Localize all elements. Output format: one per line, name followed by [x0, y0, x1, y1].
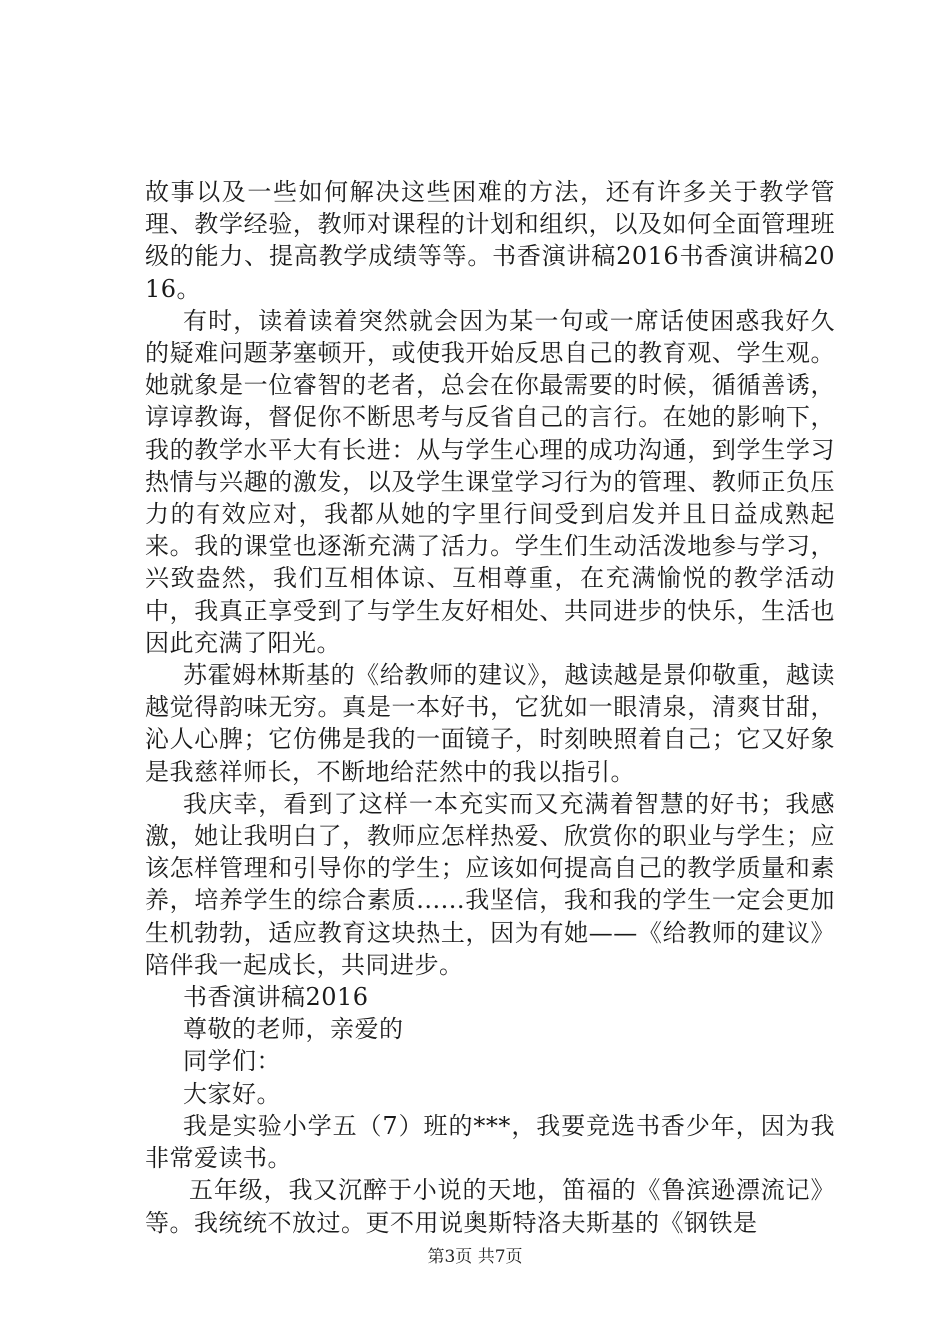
- paragraph-intro: 我是实验小学五（7）班的***，我要竞选书香少年，因为我非常爱读书。: [145, 1111, 835, 1173]
- paragraph-reading: 五年级，我又沉醉于小说的天地，笛福的《鲁滨逊漂流记》等。我统统不放过。更不用说奥斯特洛夫斯基的《钢铁是: [145, 1176, 835, 1237]
- paragraph-2: 有时，读着读着突然就会因为某一句或一席话使困惑我好久的疑难问题茅塞顿开，或使我开始反思自己的教育观、学生观。她就象是一位睿智的老者，总会在你最需要的时候，循循善诱，谆谆教诲，督促你不断思考与反省自己的言行。在她的影响下，我的教学水平大有长进：从与学生心理的成功沟通，到学生学习热情与兴趣的激发，以及学生课堂学习行为的管理、教师正负压力的有效应对，我都从她的字里行间受到启发并且日益成熟起来。我的课堂也逐渐充满了活力。学生们生动活泼地参与学习，兴致盎然，我们互相体谅、互相尊重，在充满愉悦的教学活动中，我真正享受到了与学生友好相处、共同进步的快乐，生活也因此充满了阳光。: [145, 306, 835, 657]
- paragraph-4: 我庆幸，看到了这样一本充实而又充满着智慧的好书；我感激，她让我明白了，教师应怎样热爱、欣赏你的职业与学生；应该怎样管理和引导你的学生；应该如何提高自己的教学质量和素养，培养学生的综合素质......我坚信，我和我的学生一定会更加生机勃勃，适应教育这块热土，因为有她——《给教师的建议》陪伴我一起成长，共同进步。: [145, 789, 835, 979]
- salutation-line-1: 尊敬的老师，亲爱的: [183, 1015, 404, 1044]
- greeting: 大家好。: [183, 1079, 281, 1108]
- paragraph-1: 故事以及一些如何解决这些困难的方法，还有许多关于教学管理、教学经验，教师对课程的计划和组织，以及如何全面管理班级的能力、提高教学成绩等等。书香演讲稿2016书香演讲稿2016。: [145, 178, 835, 303]
- salutation-line-2: 同学们：: [183, 1047, 281, 1076]
- page-number-footer: 第3页 共7页: [427, 1247, 523, 1267]
- document-body: [145, 176, 835, 1239]
- paragraph-3: 苏霍姆林斯基的《给教师的建议》，越读越是景仰敬重，越读越觉得韵味无穷。真是一本好书，它犹如一眼清泉，清爽甘甜，沁人心脾；它仿佛是我的一面镜子，时刻映照着自己；它又好象是我慈祥师长，不断地给茫然中的我以指引。: [145, 661, 835, 786]
- speech-title: 书香演讲稿2016: [183, 983, 369, 1012]
